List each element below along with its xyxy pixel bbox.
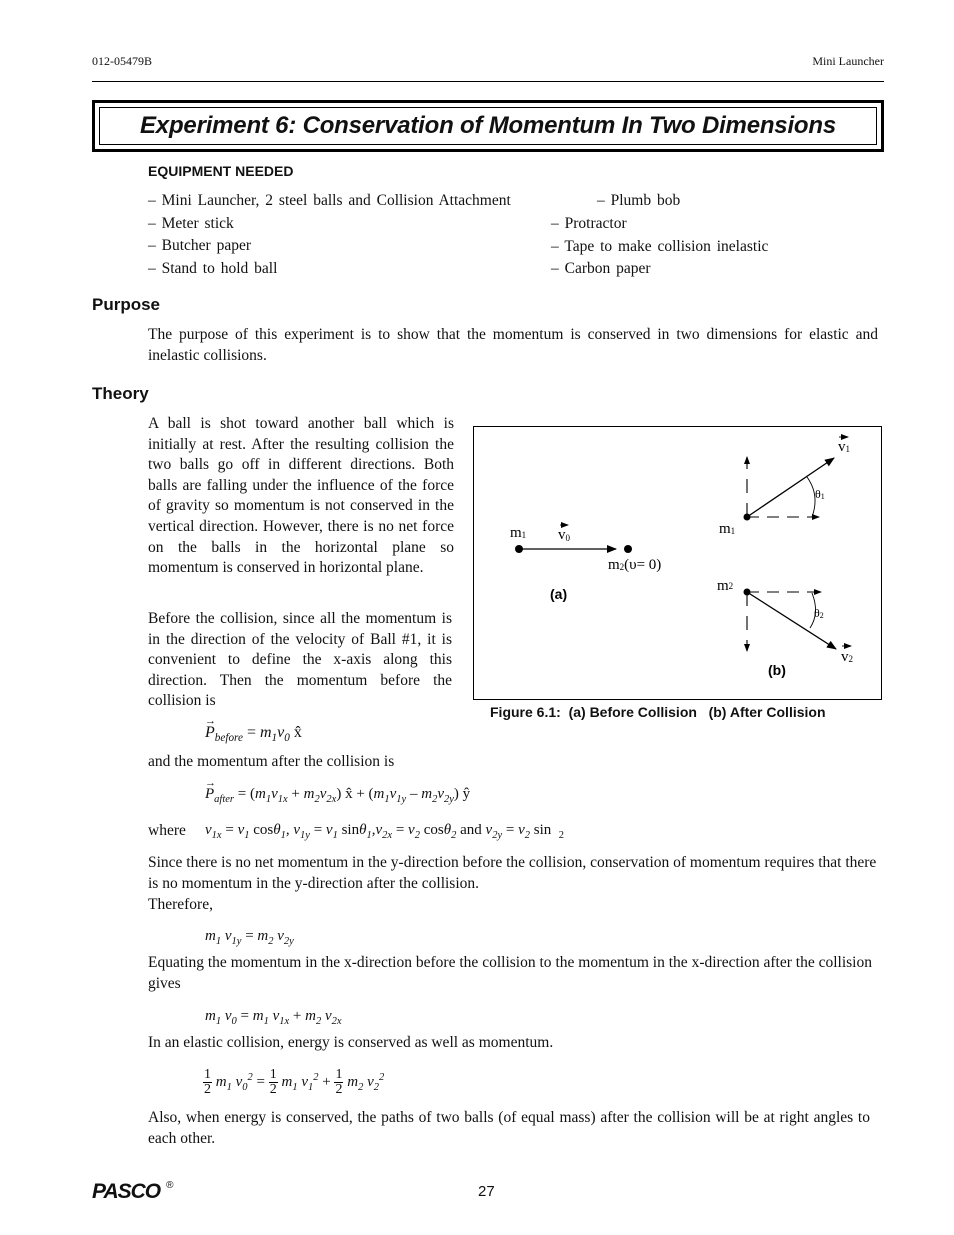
list-item: – Protractor [551, 215, 627, 232]
theta1-arc [807, 477, 815, 517]
pasco-logo: PASCO ® [92, 1180, 173, 1203]
after-collision-text: and the momentum after the collision is [148, 753, 395, 770]
collision-diagram [474, 427, 881, 699]
list-item: – Stand to hold ball [148, 259, 278, 277]
m1-label: m1 [510, 525, 527, 541]
diagram-after [717, 437, 853, 678]
purpose-text: The purpose of this experiment is to show that the momentum is conserved in two dimensions for elastic and inelastic collisions. [148, 326, 878, 364]
theory-paragraph-2: Before the collision, since all the momentum is in the direction of the velocity of Ball #1, it is convenient to define the x-axis along this direction. Then the momentum before the collision is [148, 610, 452, 710]
ball-2 [624, 545, 632, 553]
page-title: Experiment 6: Conservation of Momentum In Two Dimensions [140, 112, 836, 139]
theory-paragraph-1: A ball is shot toward another ball which is initially at rest. After the resulting collision the two balls go off in different directions. Both balls are falling under the influence of the force of gravity so momentum is not conserved in the vertical direction. However, there is no net force on the balls in the horizontal plane so momentum is conserved in horizontal plane. [148, 415, 454, 577]
theory-paragraph-4: Equating the momentum in the x-direction before the collision to the momentum in the x-direction after the collision gives [148, 954, 872, 992]
theory-heading: Theory [92, 384, 149, 403]
v2-arrow [747, 592, 836, 649]
purpose-heading: Purpose [92, 295, 161, 314]
label-a: (a) [550, 586, 568, 602]
registered-mark: ® [166, 1180, 173, 1191]
list-item: – Meter stick [148, 214, 234, 232]
equation-components: $v_{1x} = v_1$ cosθ$_1$, $v_{1y} = v_1$ $\sin\theta_1,v_{2x} = v_2$ cosθ$_2$ and $v_{2y} = v_2$ sin $_2$ [205, 822, 565, 841]
m1-after-label: m1 [719, 521, 736, 537]
equation-p-after: P → $_{after} = (m_1v_{1x} + m_2v_{2x})$ x̂ + $(m_1v_{1y} - m_2v_{2y})$ ŷ [205, 777, 471, 805]
m2-after-label: m2 [717, 578, 734, 594]
therefore-text: Therefore, [148, 896, 213, 913]
doc-number: 012-05479B [92, 54, 152, 68]
header-rule [92, 81, 884, 82]
m2-label: m2(υ= 0) [608, 557, 662, 573]
list-item: – Tape to make collision inelastic [551, 237, 769, 255]
diagram-before [510, 525, 661, 602]
theta2-label: θ2 [814, 606, 824, 620]
theory-paragraph-3: Since there is no net momentum in the y-direction before the collision, conservation of momentum requires that there is no momentum in the y-direction after the collision. [148, 854, 877, 892]
figure-6-1 [473, 426, 882, 700]
equation-y-momentum: $m_1$ $v_{1y} = m_2$ $v_{2y}$ [205, 928, 294, 947]
v0-label: v0 [558, 527, 570, 543]
equipment-list-left [148, 191, 511, 279]
theta1-label: θ1 [815, 487, 825, 501]
title-box [92, 100, 884, 152]
equipment-list-right [551, 214, 768, 280]
page-number: 27 [478, 1183, 495, 1200]
figure-caption: Figure 6.1: (a) Before Collision (b) After Collision [490, 704, 826, 720]
list-item: – Mini Launcher, 2 steel balls and Collision Attachment [148, 192, 511, 209]
theory-paragraph-6: Also, when energy is conserved, the paths of two balls (of equal mass) after the collision will be at right angles to each other. [148, 1109, 870, 1147]
theory-paragraph-5: In an elastic collision, energy is conserved as well as momentum. [148, 1034, 554, 1051]
label-b: (b) [768, 662, 786, 678]
list-item: – Carbon paper [551, 260, 651, 278]
list-item: – Plumb bob [597, 192, 681, 209]
equation-p-before: P → $_{before} = m_1v_0$ x̂ [205, 715, 302, 745]
equation-energy: $\frac{1}{2}$ $m_1$ $v_0^2$ = $\frac{1}{2}$ $m_1$ $v_1^2$ + $\frac{1}{2}$ $m_2$ $v_2^2$ [204, 1067, 385, 1097]
v1-arrow [747, 458, 834, 517]
v1-label: v1 [838, 439, 850, 455]
equation-x-momentum: $m_1$ $v_0 = m_1$ $v_{1x} + m_2$ $v_{2x}$ [205, 1008, 342, 1027]
where-label: where [148, 822, 186, 839]
equipment-heading: EQUIPMENT NEEDED [148, 163, 294, 179]
list-item: – Butcher paper [148, 237, 251, 255]
product-name: Mini Launcher [812, 54, 884, 68]
v2-label: v2 [841, 649, 853, 665]
